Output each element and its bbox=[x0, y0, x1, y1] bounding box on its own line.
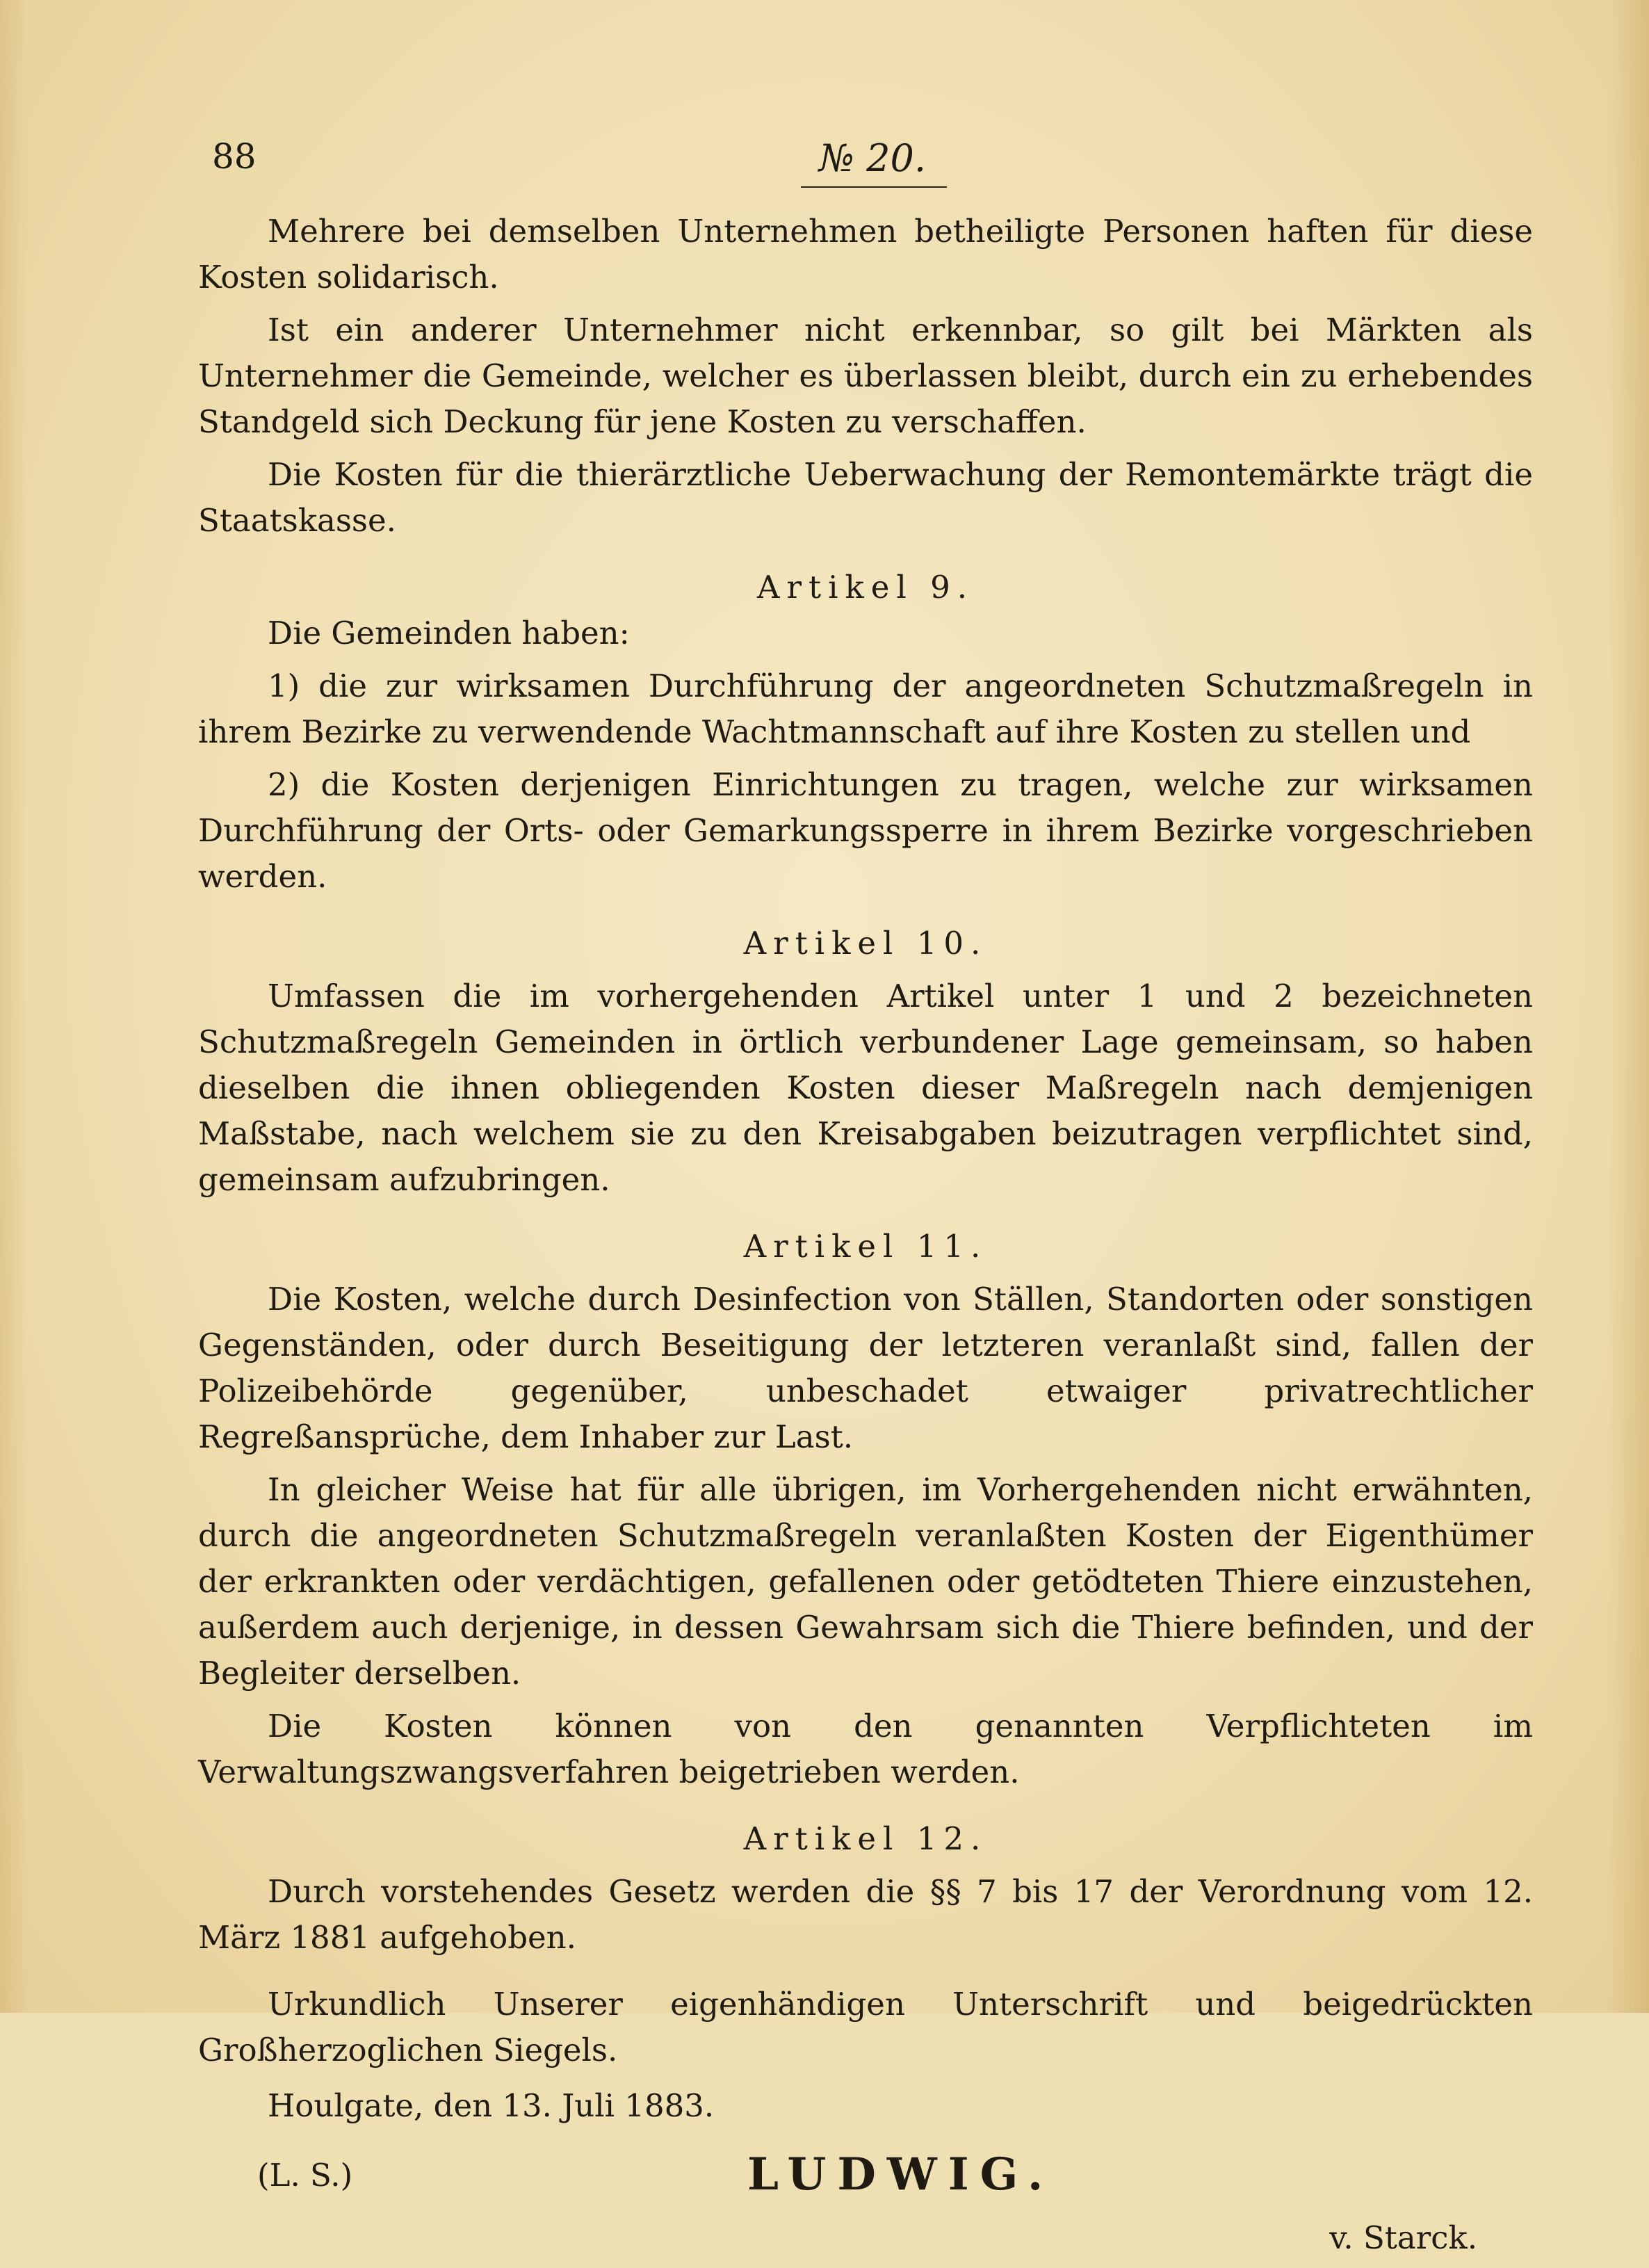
paragraph: Umfassen die im vorhergehenden Artikel unter 1 und 2 bezeichneten Schutzmaßregeln Gemeinden in örtlich verbundener Lage gemeinsam, so haben dieselben die ihnen obliegenden Kosten dieser Maßregeln nach demjenigen Maßstabe, nach welchem sie zu den Kreisabgaben beizutragen verpflichtet sind, gemeinsam aufzubringen. bbox=[198, 978, 1533, 1198]
countersignature: v. Starck. bbox=[1329, 2219, 1477, 2256]
article-11-heading: Artikel 11. bbox=[743, 1228, 988, 1265]
body-text bbox=[198, 209, 1533, 2268]
seal-mark: (L. S.) bbox=[257, 2157, 353, 2194]
paragraph: Ist ein anderer Unternehmer nicht erkennbar, so gilt bei Märkten als Unternehmer die Gemeinde, welcher es überlassen bleibt, durch ein zu erhebendes Standgeld sich Deckung für jene Kosten zu verschaffen. bbox=[198, 311, 1533, 440]
signature-block bbox=[198, 2143, 1533, 2268]
list-item: 1) die zur wirksamen Durchführung der angeordneten Schutzmaßregeln in ihrem Bezirke zu verwendende Wachtmannschaft auf ihre Kosten zu stellen und bbox=[198, 667, 1533, 750]
attestation: Urkundlich Unserer eigenhändigen Unterschrift und beigedrückten Großherzoglichen Siegels. bbox=[198, 1986, 1533, 2068]
paragraph: Mehrere bei demselben Unternehmen betheiligte Personen haften für diese Kosten solidarisch. bbox=[198, 213, 1533, 295]
header-rule bbox=[801, 186, 947, 188]
list-item: 2) die Kosten derjenigen Einrichtungen zu tragen, welche zur wirksamen Durchführung der Orts- oder Gemarkungssperre in ihrem Bezirke vorgeschrieben werden. bbox=[198, 766, 1533, 895]
paragraph: Die Kosten können von den genannten Verpflichteten im Verwaltungszwangsverfahren beigetrieben werden. bbox=[198, 1708, 1533, 1790]
paragraph: Die Kosten, welche durch Desinfection von Ställen, Standorten oder sonstigen Gegenständen, oder durch Beseitigung der letzteren veranlaßt sind, fallen der Polizeibehörde gegenüber, unbeschadet etwaiger privatrechtlicher Regreßansprüche, dem Inhaber zur Last. bbox=[198, 1281, 1533, 1455]
article-12-heading: Artikel 12. bbox=[743, 1820, 988, 1857]
article-9-heading: Artikel 9. bbox=[756, 569, 974, 606]
issue-number: № 20. bbox=[818, 136, 927, 180]
article-10-heading: Artikel 10. bbox=[743, 925, 988, 962]
page-number: 88 bbox=[212, 136, 257, 177]
place-date: Houlgate, den 13. Juli 1883. bbox=[268, 2087, 715, 2124]
signature: LUDWIG. bbox=[747, 2148, 1055, 2201]
paragraph: Die Gemeinden haben: bbox=[268, 615, 630, 651]
paragraph: Durch vorstehendes Gesetz werden die §§ 7 bis 17 der Verordnung vom 12. März 1881 aufgehoben. bbox=[198, 1873, 1533, 1956]
paragraph: Die Kosten für die thierärztliche Ueberwachung der Remontemärkte trägt die Staatskasse. bbox=[198, 456, 1533, 539]
paragraph: In gleicher Weise hat für alle übrigen, im Vorhergehenden nicht erwähnten, durch die angeordneten Schutzmaßregeln veranlaßten Kosten der Eigenthümer der erkrankten oder verdächtigen, gefallenen oder getödteten Thiere einzustehen, außerdem auch derjenige, in dessen Gewahrsam sich die Thiere befinden, und der Begleiter derselben. bbox=[198, 1471, 1533, 1692]
